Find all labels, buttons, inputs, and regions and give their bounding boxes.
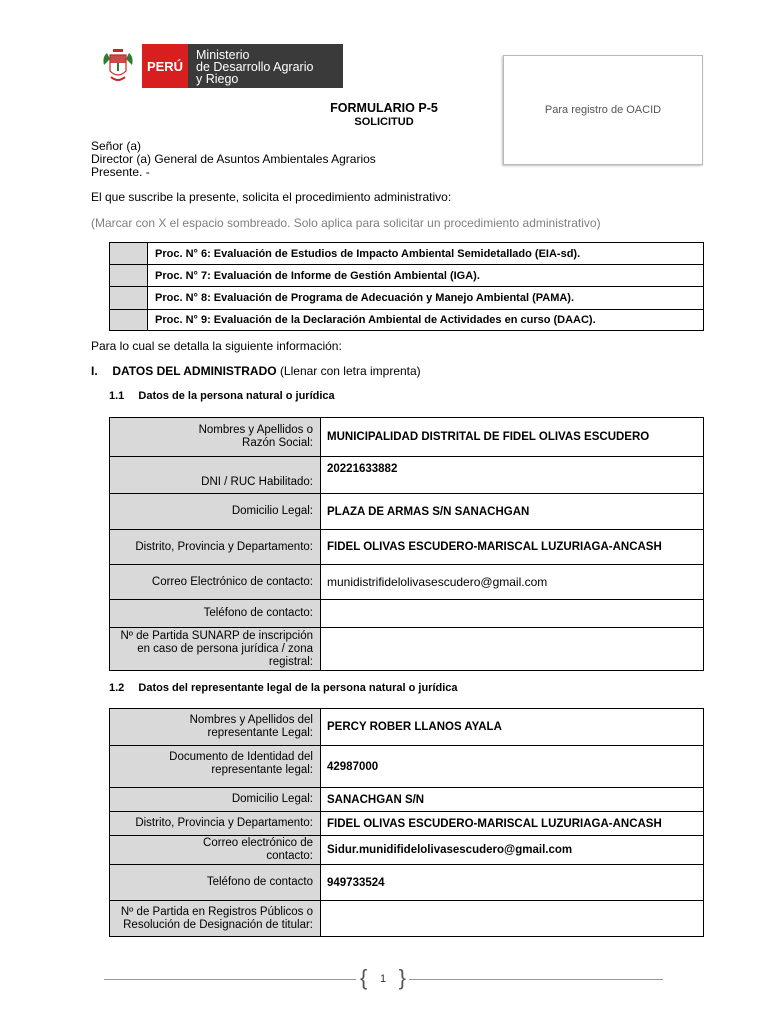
field-label: Distrito, Provincia y Departamento: [110,530,321,565]
procedure-checkbox[interactable] [110,310,148,331]
intro-text: El que suscribe la presente, solicita el procedimiento administrativo: [91,190,452,204]
field-value-razon-social[interactable]: MUNICIPALIDAD DISTRITAL DE FIDEL OLIVAS ESCUDERO [321,418,704,457]
procedure-label: Proc. N° 7: Evaluación de Informe de Gestión Ambiental (IGA). [148,265,704,287]
table-row [110,709,704,746]
table-row [110,865,704,901]
field-label: Domicilio Legal: [110,494,321,530]
logo-ministry-name: Ministerio de Desarrollo Agrario y Riego [188,44,343,88]
field-label: Correo electrónico de contacto: [110,836,321,865]
field-label: Teléfono de contacto [110,865,321,901]
procedure-row [110,243,704,265]
field-value-distrito[interactable]: FIDEL OLIVAS ESCUDERO-MARISCAL LUZURIAGA-ANCASH [321,530,704,565]
oacid-registration-box: Para registro de OACID [503,55,703,165]
field-value-email-rep[interactable]: Sidur.munidifidelolivasescudero@gmail.com [321,836,704,865]
field-value-distrito-rep[interactable]: FIDEL OLIVAS ESCUDERO-MARISCAL LUZURIAGA-ANCASH [321,812,704,836]
field-label: Teléfono de contacto: [110,600,321,628]
footer-rule-left [104,979,356,980]
detail-text: Para lo cual se detalla la siguiente información: [91,339,342,353]
field-label: Domicilio Legal: [110,788,321,812]
table-row [110,836,704,865]
ministry-logo [96,44,343,88]
section-1-heading: I. DATOS DEL ADMINISTRADO (Llenar con letra imprenta) [91,364,421,378]
procedures-table [109,242,704,331]
table-row [110,901,704,937]
field-label: Nº de Partida SUNARP de inscripción en caso de persona jurídica / zona registral: [110,628,321,671]
subsection-1-1-heading: 1.1 Datos de la persona natural o jurídica [109,390,335,402]
salutation: Señor (a) Director (a) General de Asuntos Ambientales Agrarios Presente. - [91,139,376,179]
table-row [110,788,704,812]
table-row [110,628,704,671]
field-value-telefono-rep[interactable]: 949733524 [321,865,704,901]
table-row [110,530,704,565]
field-value-ruc[interactable]: 20221633882 [321,457,704,494]
table-row [110,418,704,457]
peru-coat-of-arms-icon [96,44,140,88]
field-value-domicilio[interactable]: PLAZA DE ARMAS S/N SANACHGAN [321,494,704,530]
procedure-label: Proc. N° 8: Evaluación de Programa de Adecuación y Manejo Ambiental (PAMA). [148,287,704,310]
procedure-label: Proc. N° 6: Evaluación de Estudios de Impacto Ambiental Semidetallado (EIA-sd). [148,243,704,265]
representante-table [109,708,704,937]
procedure-row [110,287,704,310]
form-title: FORMULARIO P-5 [330,101,438,115]
footer-rule-right [409,979,663,980]
administrado-table [109,417,704,671]
field-value-dni[interactable]: 42987000 [321,746,704,788]
table-row [110,600,704,628]
field-value-domicilio-rep[interactable]: SANACHGAN S/N [321,788,704,812]
table-row [110,457,704,494]
procedure-checkbox[interactable] [110,287,148,310]
procedure-checkbox[interactable] [110,243,148,265]
field-value-email[interactable]: munidistrifidelolivasescudero@gmail.com [321,565,704,600]
field-value-resolucion[interactable] [321,901,704,937]
subsection-1-2-heading: 1.2 Datos del representante legal de la persona natural o jurídica [109,682,458,694]
procedure-row [110,310,704,331]
field-value-partida[interactable] [321,628,704,671]
table-row [110,746,704,788]
procedure-row [110,265,704,287]
table-row [110,812,704,836]
procedure-label: Proc. N° 9: Evaluación de la Declaración Ambiental de Actividades en curso (DAAC). [148,310,704,331]
field-label: Distrito, Provincia y Departamento: [110,812,321,836]
field-label: Correo Electrónico de contacto: [110,565,321,600]
form-subtitle: SOLICITUD [354,116,414,128]
table-row [110,565,704,600]
table-row [110,494,704,530]
procedure-checkbox[interactable] [110,265,148,287]
logo-country: PERÚ [140,44,188,88]
instruction-text: (Marcar con X el espacio sombreado. Solo aplica para solicitar un procedimiento administrativo) [91,216,601,230]
field-label: Nombres y Apellidos o Razón Social: [110,418,321,457]
page-number: { 1 } [360,965,406,990]
field-label: Documento de Identidad del representante legal: [110,746,321,788]
field-label: Nombres y Apellidos del representante Legal: [110,709,321,746]
field-value-telefono[interactable] [321,600,704,628]
field-value-representante[interactable]: PERCY ROBER LLANOS AYALA [321,709,704,746]
field-label: Nº de Partida en Registros Públicos o Resolución de Designación de titular: [110,901,321,937]
field-label: DNI / RUC Habilitado: [110,457,321,494]
